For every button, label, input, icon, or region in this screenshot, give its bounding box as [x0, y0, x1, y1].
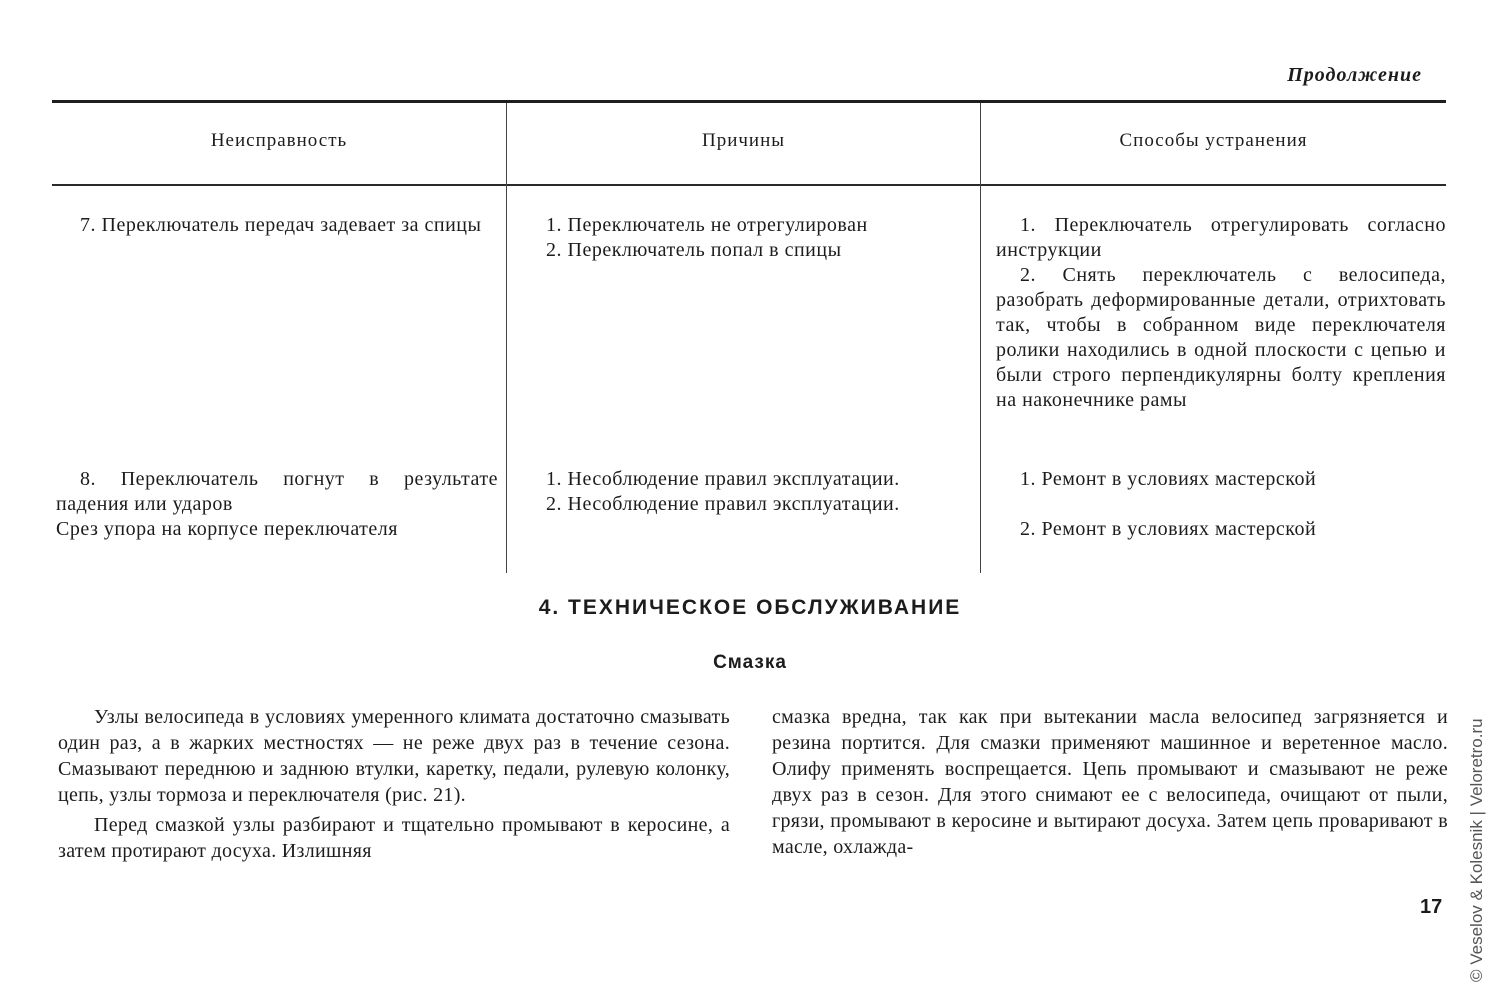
cause-item: 2. Переключатель попал в спицы: [546, 239, 842, 261]
table-row-8-fault: [56, 467, 498, 542]
table-column-divider: [980, 103, 981, 573]
fault-text: 7. Переключатель передач задевает за спицы: [80, 214, 482, 236]
cause-item: 1. Переключатель не отрегулирован: [546, 214, 868, 236]
table-header-remedies: Способы устранения: [1119, 130, 1308, 151]
table-row-8-remedies: [996, 467, 1446, 542]
remedy-item: 1. Переключатель отрегулировать согласно инструкции: [996, 214, 1446, 261]
table-row-7-remedies: [996, 213, 1446, 413]
remedy-item: 2. Снять переключатель с велосипеда, разобрать деформированные детали, отрихтовать так, чтобы в собранном виде переключателя ролики находились в одной плоскости с цепью и были строго перпендикулярны болту крепления на наконечнике рамы: [996, 264, 1446, 411]
cause-item: 2. Несоблюдение правил эксплуатации.: [546, 493, 900, 515]
table-column-divider: [506, 103, 507, 573]
table-top-rule: [52, 100, 1446, 103]
remedy-item: 1. Ремонт в условиях мастерской: [1020, 468, 1317, 490]
body-paragraph: Узлы велосипеда в условиях умеренного климата достаточно смазывать один раз, а в жарких местностях — не реже двух раз в течение сезона. Смазывают переднюю и заднюю втулки, каретку, педали, рулевую колонку, цепь, узлы тормоза и переключателя (рис. 21).: [58, 706, 730, 806]
fault-text: Срез упора на корпусе переключателя: [56, 518, 398, 540]
table-header-rule: [52, 184, 1446, 186]
cause-item: 1. Несоблюдение правил эксплуатации.: [546, 468, 900, 490]
subsection-title: Смазка: [713, 652, 787, 673]
table-row-7-causes: [522, 213, 972, 263]
continuation-label: Продолжение: [1287, 64, 1422, 86]
body-paragraph: Перед смазкой узлы разбирают и тщательно промывают в керосине, а затем протирают досуха. Излишняя: [58, 814, 730, 862]
body-paragraph: смазка вредна, так как при вытекании масла велосипед загрязняется и резина портится. Для смазки применяют машинное и веретенное масло. Олифу применять воспрещается. Цепь промывают и смазывают не реже двух раз в сезон. Для этого снимают ее с велосипеда, очищают от пыли, грязи, промывают в керосине и вытирают досуха. Затем цепь проваривают в масле, охлажда-: [772, 706, 1448, 858]
table-row-8-causes: [522, 467, 972, 517]
section-title: 4. ТЕХНИЧЕСКОЕ ОБСЛУЖИВАНИЕ: [538, 596, 962, 619]
table-header-causes: Причины: [701, 130, 786, 151]
body-left-column: [58, 704, 730, 868]
table-row-7-fault: [56, 213, 498, 238]
table-header-fault: Неисправность: [210, 130, 348, 151]
fault-text: 8. Переключатель погнут в результате падения или ударов: [56, 468, 498, 515]
body-right-column: [772, 704, 1448, 864]
remedy-item: 2. Ремонт в условиях мастерской: [1020, 518, 1317, 540]
watermark: © Veselov & Kolesnik | Veloretro.ru: [1467, 718, 1486, 982]
page-number: 17: [1420, 896, 1443, 918]
